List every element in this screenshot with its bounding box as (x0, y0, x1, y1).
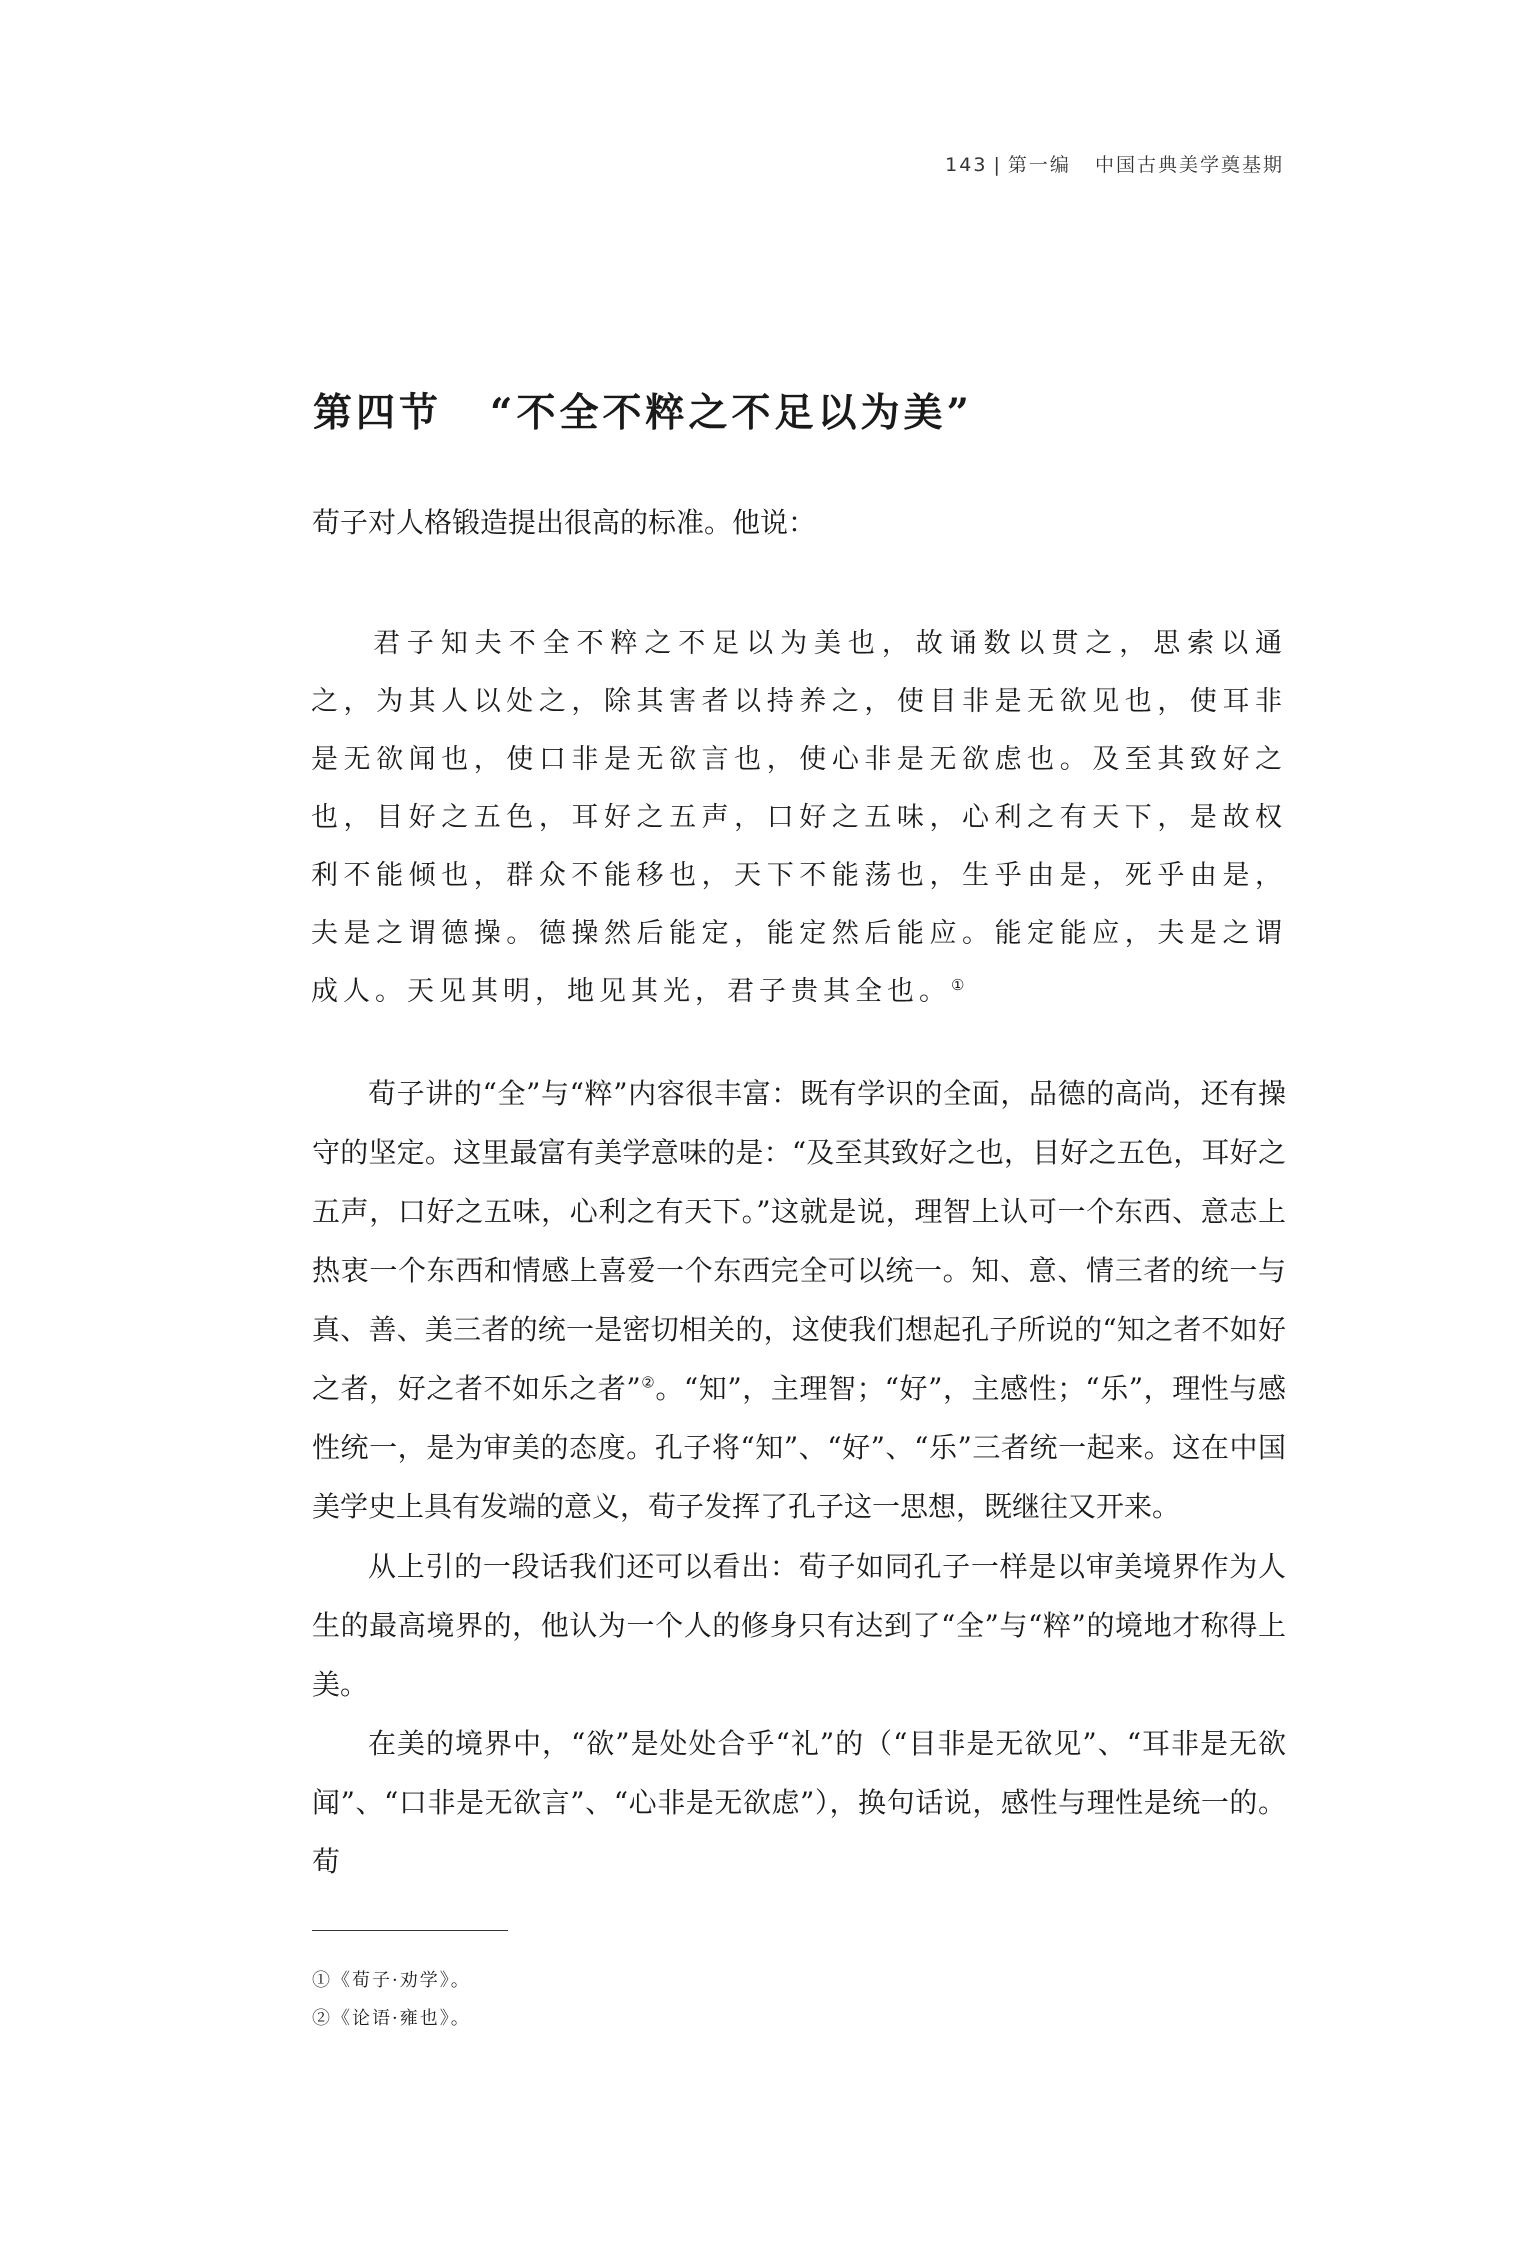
block-quote (311, 615, 1287, 1021)
running-header (945, 150, 1284, 177)
section-heading: “不全不粹之不足以为美” (490, 390, 973, 436)
part-label: 第一编 (1007, 154, 1071, 176)
section-number: 第四节 (313, 390, 443, 436)
footnote-ref-1: ① (951, 976, 965, 994)
footnote-1: ①《荀子·劝学》。 (312, 1970, 471, 1991)
page-number: 143 (945, 154, 988, 176)
footnote-ref-2: ② (640, 1373, 656, 1392)
body-paragraph-1 (312, 1064, 1286, 1536)
body-paragraph-1-text-a: 荀子讲的“全”与“粹”内容很丰富：既有学识的全面，品德的高尚，还有操守的坚定。这里最富有美学意味的是：“及至其致好之也，目好之五色，耳好之五声，口好之五味，心利之有天下。”这就是说，理智上认可一个东西、意志上热衷一个东西和情感上喜爱一个东西完全可以统一。知、意、情三者的统一与真、善、美三者的统一是密切相关的，这使我们想起孔子所说的“知之者不如好之者，好之者不如乐之者” (312, 1077, 1286, 1405)
body-paragraph-1-text-b: 。“知”，主理智；“好”，主感性；“乐”，理性与感性统一，是为审美的态度。孔子将“知”、“好”、“乐”三者统一起来。这在中国美学史上具有发端的意义，荀子发挥了孔子这一思想，既继往又开来。 (312, 1372, 1286, 1523)
footnote-2: ②《论语·雍也》。 (312, 2008, 471, 2029)
section-title (313, 382, 973, 438)
body-paragraph-2: 从上引的一段话我们还可以看出：荀子如同孔子一样是以审美境界作为人生的最高境界的，他认为一个人的修身只有达到了“全”与“粹”的境地才称得上美。 (312, 1550, 1286, 1701)
quote-text: 君子知夫不全不粹之不足以为美也，故诵数以贯之，思索以通之，为其人以处之，除其害者以持养之，使目非是无欲见也，使耳非是无欲闻也，使口非是无欲言也，使心非是无欲虑也。及至其致好之也，目好之五色，耳好之五声，口好之五味，心利之有天下，是故权利不能倾也，群众不能移也，天下不能荡也，生乎由是，死乎由是，夫是之谓德操。德操然后能定，能定然后能应。能定能应，夫是之谓成人。天见其明，地见其光，君子贵其全也。 (311, 628, 1287, 1007)
body-paragraph-3: 在美的境界中，“欲”是处处合乎“礼”的（“目非是无欲见”、“耳非是无欲闻”、“口非是无欲言”、“心非是无欲虑”），换句话说，感性与理性是统一的。荀 (312, 1727, 1286, 1878)
header-separator: | (993, 154, 1002, 176)
footnote-divider (312, 1930, 508, 1931)
part-title: 中国古典美学奠基期 (1094, 154, 1284, 176)
intro-paragraph: 荀子对人格锻造提出很高的标准。他说： (312, 506, 817, 539)
